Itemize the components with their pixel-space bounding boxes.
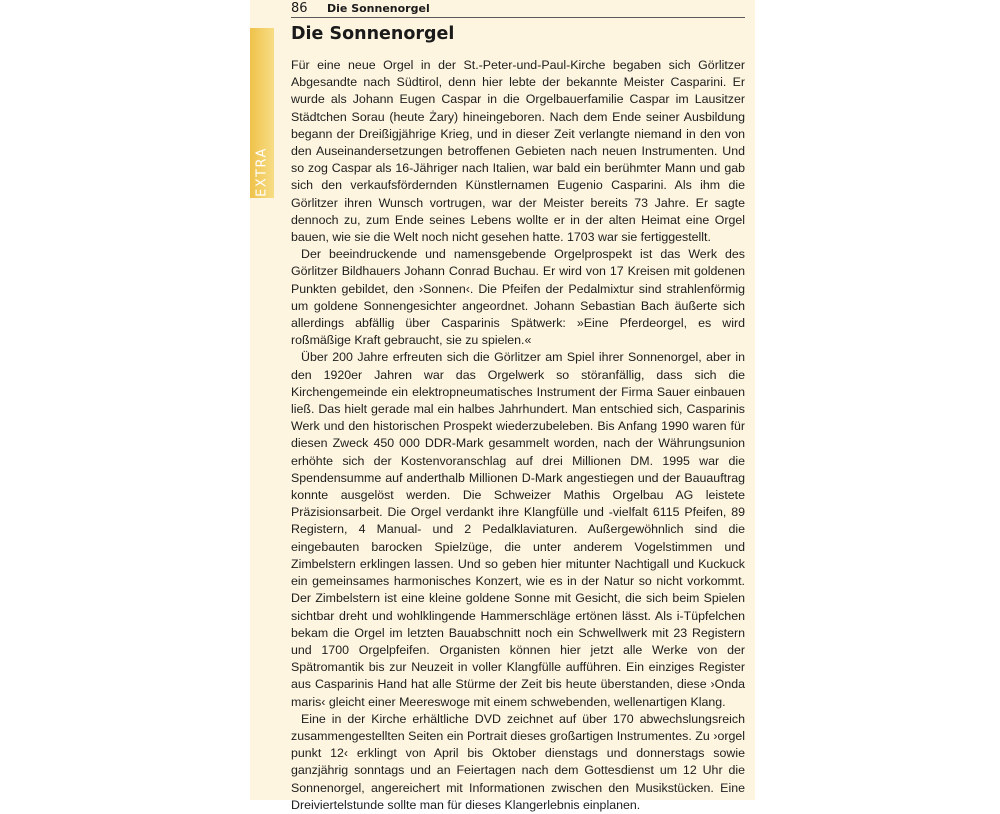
paragraph-1: Für eine neue Orgel in der St.-Peter-und-Paul-Kirche begaben sich Görlitzer Abgesandte nach Südtirol, denn hier lebte der bekannte Meister Casparini. Er wurde als Johann Eugen Caspar in die Orgelbauerfamilie Caspar im Lausitzer Städtchen Sorau (heute Żary) hineingeboren. Nach dem Ende seiner Ausbildung begann der Dreißigjährige Krieg, und in dieser Zeit verlangte niemand in den von den Auseinandersetzungen betroffenen Gebieten nach neuen Instrumenten. Und so zog Caspar als 16-Jähriger nach Italien, war bald ein berühmter Mann und gab sich den verkaufsfördernden Künstlernamen Eugenio Casparini. Als ihm die Görlitzer ihren Wunsch vortrugen, war der Meister bereits 73 Jahre. Er sagte dennoch zu, zum Ende seines Lebens wollte er in der alten Heimat eine Orgel bauen, wie sie die Welt noch nicht gesehen hatte. 1703 war sie fertiggestellt.: [291, 58, 745, 245]
extra-tab-label: EXTRA: [254, 147, 270, 197]
chapter-title: Die Sonnenorgel: [291, 24, 455, 44]
running-header-title: Die Sonnenorgel: [327, 2, 430, 15]
paragraph-2: Der beeindruckende und namensgebende Orgelprospekt ist das Werk des Görlitzer Bildhauers Johann Conrad Buchau. Er wird von 17 Kreisen mit goldenen Punkten gebildet, den ›Sonnen‹. Die Pfeifen der Pedalmixtur sind strahlenförmig um goldene Sonnengesichter angeordnet. Johann Sebastian Bach äußerte sich allerdings abfällig über Casparinis Spätwerk: »Eine Pferdeorgel, es wird roßmäßige Kraft gebraucht, sie zu spielen.«: [291, 247, 745, 348]
page-number: 86: [291, 1, 308, 16]
paragraph-3: Über 200 Jahre erfreuten sich die Görlitzer am Spiel ihrer Sonnenorgel, aber in den 1920er Jahren war das Orgelwerk so störanfällig, dass sich die Kirchengemeinde ein elektropneumatisches Instrument der Firma Sauer einbauen ließ. Das hielt gerade mal ein halbes Jahrhundert. Man entschied sich, Casparinis Werk und den historischen Prospekt wiederzubeleben. Bis Anfang 1990 waren für diesen Zweck 450 000 DDR-Mark gesammelt worden, nach der Währungsunion erhöhte sich der Kostenvoranschlag auf drei Millionen DM. 1995 war die Spendensumme auf anderthalb Millionen D-Mark angestiegen und der Bauauftrag konnte ausgelöst werden. Die Schweizer Mathis Orgelbau AG leistete Präzisionsarbeit. Die Orgel verdankt ihre Klangfülle und -vielfalt 6115 Pfeifen, 89 Registern, 4 Manual- und 2 Pedalklaviaturen. Außergewöhnlich sind die eingebauten barocken Spielzüge, die unter anderem Vogelstimmen und Zimbelstern erklingen lassen. Und so geben hier mitunter Nachtigall und Kuckuck ein gemeinsames harmonisches Konzert, wie es in der Natur so nicht vorkommt. Der Zimbelstern ist eine kleine goldene Sonne mit Gesicht, die sich beim Spielen sichtbar dreht und wohlklingende Hammerschläge ertönen lässt. Als i-Tüpfelchen bekam die Orgel im letzten Bauabschnitt noch ein Schwellwerk mit 23 Registern und 1700 Orgelpfeifen. Organisten können hier jetzt alle Werke von der Spätromantik bis zur Neuzeit in voller Klangfülle aufführen. Ein einziges Register aus Casparinis Hand hat alle Stürme der Zeit bis heute überstanden, diese ›Onda maris‹ gleicht einer Meereswoge mit einem schwebenden, wellenartigen Klang.: [291, 350, 745, 709]
running-header: [291, 0, 745, 18]
paragraph-4: Eine in der Kirche erhältliche DVD zeichnet auf über 170 abwechslungsreich zusammengestellten Seiten ein Portrait dieses großartigen Instrumentes. Zu ›orgel punkt 12‹ erklingt von April bis Oktober dienstags und donnerstags sowie ganzjährig sonntags und an Feiertagen nach dem Gottesdienst um 12 Uhr die Sonnenorgel, angereichert mit Informationen zwischen den Musikstücken. Eine Dreiviertelstunde sollte man für dieses Klangerlebnis einplanen.: [291, 711, 745, 812]
body-text: [291, 57, 745, 814]
